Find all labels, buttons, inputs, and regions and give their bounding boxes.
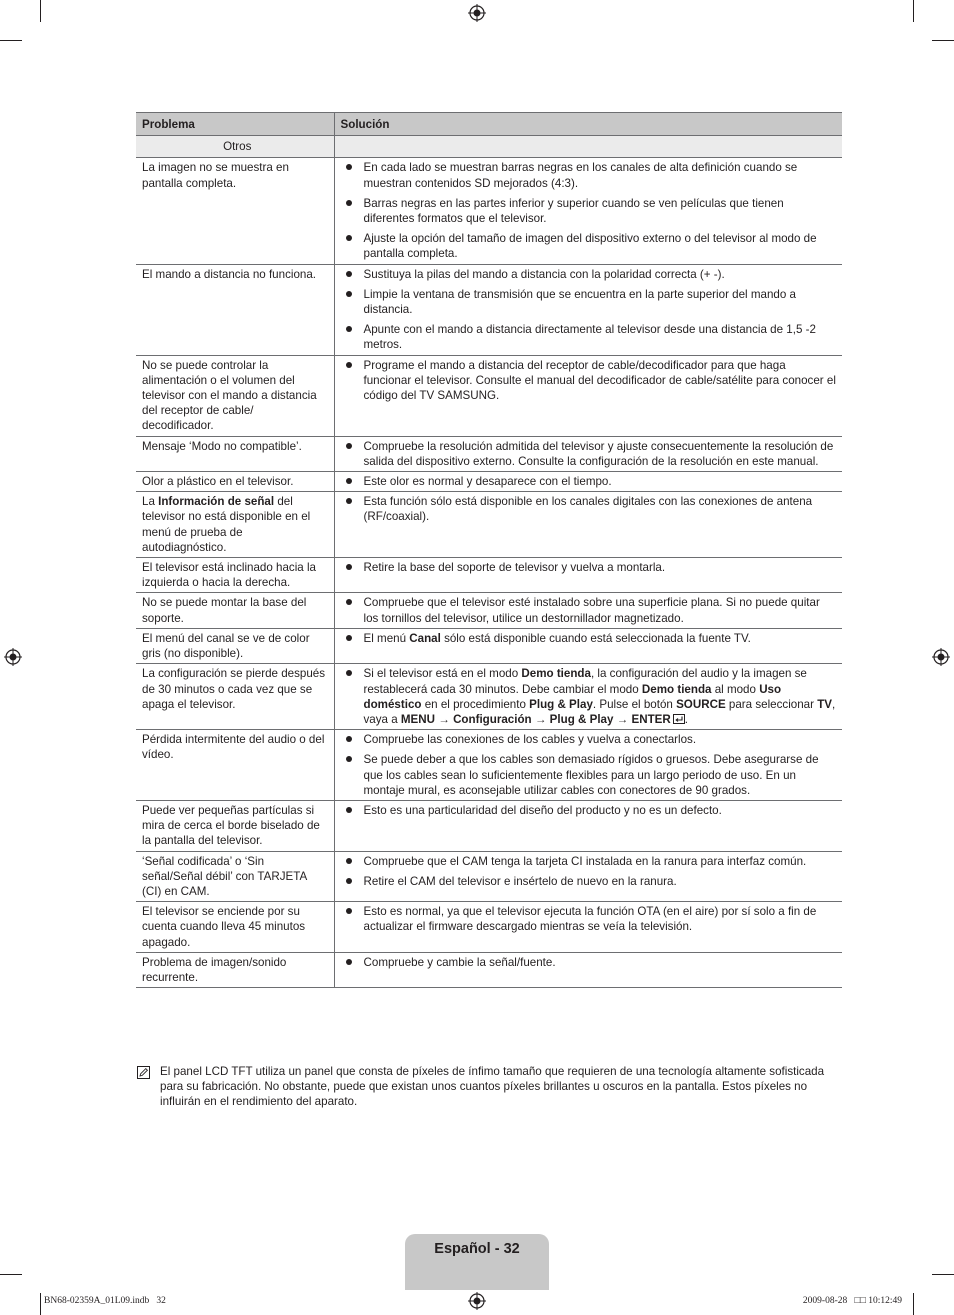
problem-cell: La imagen no se muestra en pantalla completa. xyxy=(136,158,334,264)
solution-cell xyxy=(334,593,842,628)
solution-cell xyxy=(334,902,842,953)
list-item: Compruebe la resolución admitida del televisor y ajuste consecuentemente la resolución de salida del dispositivo externo. Consulte la configuración de la resolución en este manual. xyxy=(341,439,837,469)
bullet-icon xyxy=(346,736,352,742)
solution-cell xyxy=(334,800,842,851)
crop-mark-top-right-h xyxy=(932,40,954,41)
registration-mark-icon xyxy=(932,648,950,666)
bullet-icon xyxy=(346,807,352,813)
problem-cell: Puede ver pequeñas partículas si mira de cerca el borde biselado de la pantalla del televisor. xyxy=(136,800,334,851)
problem-cell: No se puede montar la base del soporte. xyxy=(136,593,334,628)
crop-mark-bottom-left-h xyxy=(0,1274,22,1275)
list-item: Compruebe que el televisor esté instalado sobre una superficie plana. Si no puede quitar los tornillos del televisor, utilice un destornillador magnetizado. xyxy=(341,595,837,625)
enter-return-icon xyxy=(673,714,685,724)
problem-cell: La Información de señal del televisor no está disponible en el menú de prueba de autodiagnóstico. xyxy=(136,492,334,558)
bullet-icon xyxy=(346,326,352,332)
solution-cell xyxy=(334,436,842,471)
list-item: El menú Canal sólo está disponible cuando está seleccionada la fuente TV. xyxy=(341,631,837,646)
problem-cell: El menú del canal se ve de color gris (no disponible). xyxy=(136,628,334,663)
table-row xyxy=(136,952,842,987)
table-row xyxy=(136,436,842,471)
crop-mark-top-left-h xyxy=(0,40,22,41)
table-row xyxy=(136,902,842,953)
problem-cell: No se puede controlar la alimentación o el volumen del televisor con el mando a distancia del receptor de cable/ decodificador. xyxy=(136,355,334,436)
table-row xyxy=(136,730,842,801)
list-item: Retire la base del soporte de televisor y vuelva a montarla. xyxy=(341,560,837,575)
solution-cell xyxy=(334,628,842,663)
list-item: Esto es una particularidad del diseño del producto y no es un defecto. xyxy=(341,803,837,818)
table-row xyxy=(136,628,842,663)
bullet-icon xyxy=(346,756,352,762)
problem-cell: Olor a plástico en el televisor. xyxy=(136,472,334,492)
list-item: En cada lado se muestran barras negras en los canales de alta definición cuando se muestran contenidos SD mejorados (4:3). xyxy=(341,160,837,190)
solution-cell xyxy=(334,558,842,593)
bullet-icon xyxy=(346,271,352,277)
problem-cell: Problema de imagen/sonido recurrente. xyxy=(136,952,334,987)
bullet-icon xyxy=(346,959,352,965)
section-label: Otros xyxy=(223,140,252,154)
table-row xyxy=(136,593,842,628)
solution-cell xyxy=(334,851,842,902)
list-item: Compruebe y cambie la señal/fuente. xyxy=(341,955,837,970)
solution-cell xyxy=(334,472,842,492)
bullet-icon xyxy=(346,291,352,297)
solution-cell xyxy=(334,158,842,264)
bullet-icon xyxy=(346,670,352,676)
list-item: Este olor es normal y desaparece con el tiempo. xyxy=(341,474,837,489)
crop-mark-bottom-right-v xyxy=(913,1293,914,1315)
registration-mark-icon xyxy=(468,1292,486,1310)
problem-cell: Pérdida intermitente del audio o del vídeo. xyxy=(136,730,334,801)
problem-cell: La configuración se pierde después de 30 minutos o cada vez que se apaga el televisor. xyxy=(136,664,334,730)
table-row xyxy=(136,558,842,593)
page-number-label: Español - 32 xyxy=(434,1241,520,1257)
bullet-icon xyxy=(346,564,352,570)
header-solution: Solución xyxy=(334,113,842,136)
registration-mark-icon xyxy=(4,648,22,666)
solution-cell xyxy=(334,492,842,558)
list-item: Retire el CAM del televisor e insértelo de nuevo en la ranura. xyxy=(341,874,837,889)
problem-cell: El televisor se enciende por su cuenta cuando lleva 45 minutos apagado. xyxy=(136,902,334,953)
file-info: BN68-02359A_01L09.indb 32 xyxy=(44,1296,166,1306)
list-item: Si el televisor está en el modo Demo tienda, la configuración del audio y la imagen se restablecerá cada 30 minutos. Debe cambiar el modo Demo tienda al modo Uso doméstico en el procedimiento Plug & Play. Pulse el botón SOURCE para seleccionar TV, vaya a MENU → Configuración → Plug & Play → ENTER . xyxy=(341,666,837,727)
bullet-icon xyxy=(346,478,352,484)
problem-cell: Mensaje ‘Modo no compatible’. xyxy=(136,436,334,471)
troubleshooting-table xyxy=(136,112,842,988)
section-row xyxy=(136,136,842,158)
crop-mark-top-left-v xyxy=(40,0,41,22)
list-item: Compruebe las conexiones de los cables y vuelva a conectarlos. xyxy=(341,732,837,747)
solution-cell xyxy=(334,952,842,987)
problem-cell: ‘Señal codificada’ o ‘Sin señal/Señal débil’ con TARJETA (CI) en CAM. xyxy=(136,851,334,902)
list-item: Sustituya la pilas del mando a distancia con la polaridad correcta (+ -). xyxy=(341,267,837,282)
bullet-icon xyxy=(346,362,352,368)
crop-mark-bottom-right-h xyxy=(932,1274,954,1275)
bullet-icon xyxy=(346,635,352,641)
solution-cell xyxy=(334,730,842,801)
table-row xyxy=(136,664,842,730)
note-text: El panel LCD TFT utiliza un panel que consta de píxeles de ínfimo tamaño que requieren de una tecnología altamente sofisticada para su fabricación. No obstante, puede que existan unos cuantos píxeles brillantes u oscuros en la pantalla. Estos píxeles no influirán en el rendimiento del aparato. xyxy=(160,1065,825,1109)
list-item: Esto es normal, ya que el televisor ejecuta la función OTA (en el aire) por sí solo a fin de actualizar el firmware descargado mientras se veía la televisión. xyxy=(341,904,837,934)
bullet-icon xyxy=(346,498,352,504)
print-timestamp: 2009-08-28 □□ 10:12:49 xyxy=(802,1296,902,1306)
table-row xyxy=(136,800,842,851)
header-problem: Problema xyxy=(136,113,334,136)
registration-mark-icon xyxy=(468,4,486,22)
table-row xyxy=(136,264,842,355)
list-item: Barras negras en las partes inferior y superior cuando se ven películas que tienen diferentes formatos que el televisor. xyxy=(341,196,837,226)
table-row xyxy=(136,355,842,436)
solution-cell xyxy=(334,355,842,436)
bullet-icon xyxy=(346,200,352,206)
note-block xyxy=(137,1064,837,1110)
note-pencil-icon xyxy=(137,1066,150,1079)
list-item: Apunte con el mando a distancia directamente al televisor desde una distancia de 1,5 -2 metros. xyxy=(341,322,837,352)
table-row xyxy=(136,851,842,902)
bullet-icon xyxy=(346,878,352,884)
list-item: Compruebe que el CAM tenga la tarjeta CI instalada en la ranura para interfaz común. xyxy=(341,854,837,869)
problem-cell: El mando a distancia no funciona. xyxy=(136,264,334,355)
table-row xyxy=(136,472,842,492)
bullet-icon xyxy=(346,164,352,170)
solution-cell xyxy=(334,664,842,730)
bullet-icon xyxy=(346,235,352,241)
list-item: Se puede deber a que los cables son demasiado rígidos o gruesos. Debe asegurarse de que los cables sean lo suficientemente flexibles para un largo periodo de uso. En un montaje mural, es aconsejable utilizar cables con conectores de 90 grados. xyxy=(341,752,837,798)
list-item: Programe el mando a distancia del receptor de cable/decodificador para que haga funcionar el televisor. Consulte el manual del decodificador de cable/satélite para conocer el código del TV SAMSUNG. xyxy=(341,358,837,404)
bullet-icon xyxy=(346,858,352,864)
bullet-icon xyxy=(346,908,352,914)
bullet-icon xyxy=(346,599,352,605)
table-header-row xyxy=(136,113,842,136)
table-row xyxy=(136,158,842,264)
bullet-icon xyxy=(346,443,352,449)
problem-cell: El televisor está inclinado hacia la izquierda o hacia la derecha. xyxy=(136,558,334,593)
list-item: Esta función sólo está disponible en los canales digitales con las conexiones de antena (RF/coaxial). xyxy=(341,494,837,524)
crop-mark-bottom-left-v xyxy=(40,1293,41,1315)
list-item: Ajuste la opción del tamaño de imagen del dispositivo externo o del televisor al modo de pantalla completa. xyxy=(341,231,837,261)
list-item: Limpie la ventana de transmisión que se encuentra en la parte superior del mando a distancia. xyxy=(341,287,837,317)
crop-mark-top-right-v xyxy=(913,0,914,22)
table-row xyxy=(136,492,842,558)
solution-cell xyxy=(334,264,842,355)
